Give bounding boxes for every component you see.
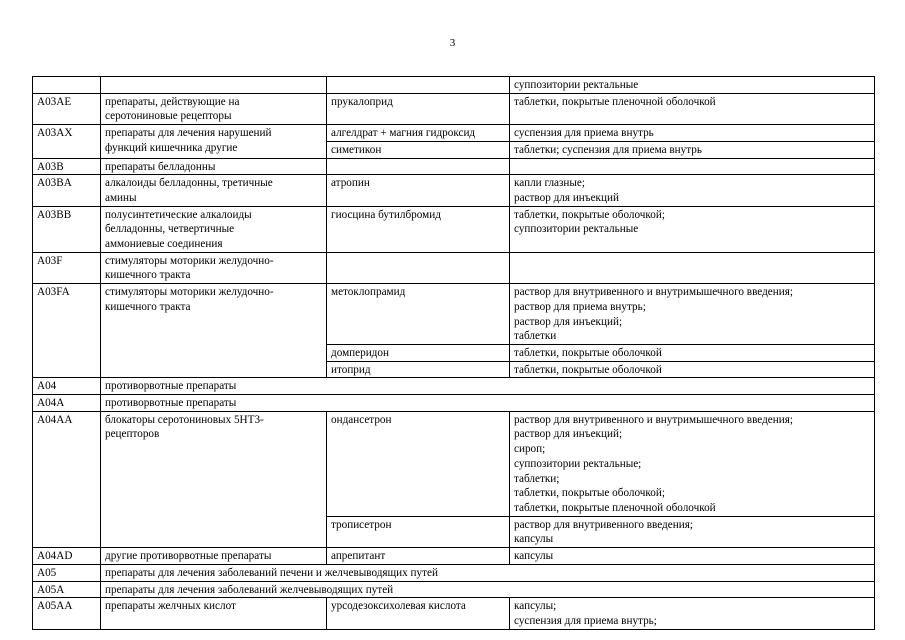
table-row	[33, 395, 875, 412]
drug-name-cell: симетикон	[327, 141, 510, 158]
group-cell: препараты для лечения заболеваний желчевыводящих путей	[101, 581, 875, 598]
group-cell: противорвотные препараты	[101, 378, 875, 395]
table-row	[33, 175, 875, 206]
drug-name-cell: урсодезоксихолевая кислота	[327, 598, 510, 629]
drug-name-cell: алгелдрат + магния гидроксид	[327, 125, 510, 142]
group-cell: полусинтетические алкалоиды белладонны, четвертичные аммониевые соединения	[101, 206, 327, 252]
group-cell: препараты белладонны	[101, 158, 327, 175]
group-cell: другие противорвотные препараты	[101, 548, 327, 565]
group-cell: противорвотные препараты	[101, 395, 875, 412]
table-row	[33, 125, 875, 142]
group-cell: стимуляторы моторики желудочно- кишечного тракта	[101, 284, 327, 378]
drug-name-cell: апрепитант	[327, 548, 510, 565]
dosage-form-cell: раствор для внутривенного и внутримышечного введения; раствор для инъекций; сироп; суппозитории ректальные; таблетки; таблетки, покрытые оболочкой; таблетки, покрытые пленочной оболочкой	[510, 411, 875, 516]
group-cell: стимуляторы моторики желудочно- кишечного тракта	[101, 252, 327, 283]
dosage-form-cell: таблетки; суспензия для приема внутрь	[510, 141, 875, 158]
group-cell: препараты, действующие на серотониновые рецепторы	[101, 93, 327, 124]
table-row	[33, 411, 875, 516]
atc-code-cell: A04AA	[33, 411, 101, 547]
group-cell: препараты желчных кислот	[101, 598, 327, 629]
drug-name-cell	[327, 77, 510, 94]
drug-table	[32, 76, 875, 630]
dosage-form-cell	[510, 252, 875, 283]
table-row	[33, 378, 875, 395]
table-row	[33, 206, 875, 252]
dosage-form-cell: суппозитории ректальные	[510, 77, 875, 94]
table-row	[33, 581, 875, 598]
drug-name-cell	[327, 158, 510, 175]
atc-code-cell: A05A	[33, 581, 101, 598]
table-row	[33, 77, 875, 94]
atc-code-cell: A04AD	[33, 548, 101, 565]
atc-code-cell: A03B	[33, 158, 101, 175]
table-row	[33, 93, 875, 124]
dosage-form-cell: таблетки, покрытые оболочкой	[510, 361, 875, 378]
drug-name-cell: ондансетрон	[327, 411, 510, 516]
atc-code-cell: A05AA	[33, 598, 101, 629]
dosage-form-cell: таблетки, покрытые пленочной оболочкой	[510, 93, 875, 124]
dosage-form-cell: суспензия для приема внутрь	[510, 125, 875, 142]
group-cell	[101, 77, 327, 94]
table-row	[33, 548, 875, 565]
atc-code-cell: A03AE	[33, 93, 101, 124]
table-row	[33, 158, 875, 175]
drug-name-cell	[327, 252, 510, 283]
drug-name-cell: метоклопрамид	[327, 284, 510, 345]
atc-code-cell: A04A	[33, 395, 101, 412]
atc-code-cell: A03FA	[33, 284, 101, 378]
drug-name-cell: прукалоприд	[327, 93, 510, 124]
drug-name-cell: итоприд	[327, 361, 510, 378]
dosage-form-cell: капсулы	[510, 548, 875, 565]
drug-name-cell: домперидон	[327, 344, 510, 361]
dosage-form-cell: капсулы; суспензия для приема внутрь;	[510, 598, 875, 629]
atc-code-cell: A05	[33, 564, 101, 581]
dosage-form-cell: раствор для внутривенного введения; капсулы	[510, 516, 875, 547]
atc-code-cell: A03BA	[33, 175, 101, 206]
table-row	[33, 284, 875, 345]
group-cell: препараты для лечения нарушений функций кишечника другие	[101, 125, 327, 158]
table-row	[33, 598, 875, 629]
group-cell: блокаторы серотониновых 5HT3- рецепторов	[101, 411, 327, 547]
atc-code-cell: A03BB	[33, 206, 101, 252]
page-number: 3	[449, 37, 456, 49]
drug-name-cell: гиосцина бутилбромид	[327, 206, 510, 252]
dosage-form-cell: капли глазные; раствор для инъекций	[510, 175, 875, 206]
dosage-form-cell: таблетки, покрытые оболочкой	[510, 344, 875, 361]
table-row	[33, 252, 875, 283]
atc-code-cell: A03AX	[33, 125, 101, 158]
dosage-form-cell: таблетки, покрытые оболочкой; суппозитории ректальные	[510, 206, 875, 252]
group-cell: алкалоиды белладонны, третичные амины	[101, 175, 327, 206]
atc-code-cell	[33, 77, 101, 94]
drug-name-cell: трописетрон	[327, 516, 510, 547]
dosage-form-cell: раствор для внутривенного и внутримышечного введения; раствор для приема внутрь; раствор для инъекций; таблетки	[510, 284, 875, 345]
atc-code-cell: A03F	[33, 252, 101, 283]
group-cell: препараты для лечения заболеваний печени и желчевыводящих путей	[101, 564, 875, 581]
atc-code-cell: A04	[33, 378, 101, 395]
table-row	[33, 564, 875, 581]
drug-name-cell: атропин	[327, 175, 510, 206]
dosage-form-cell	[510, 158, 875, 175]
